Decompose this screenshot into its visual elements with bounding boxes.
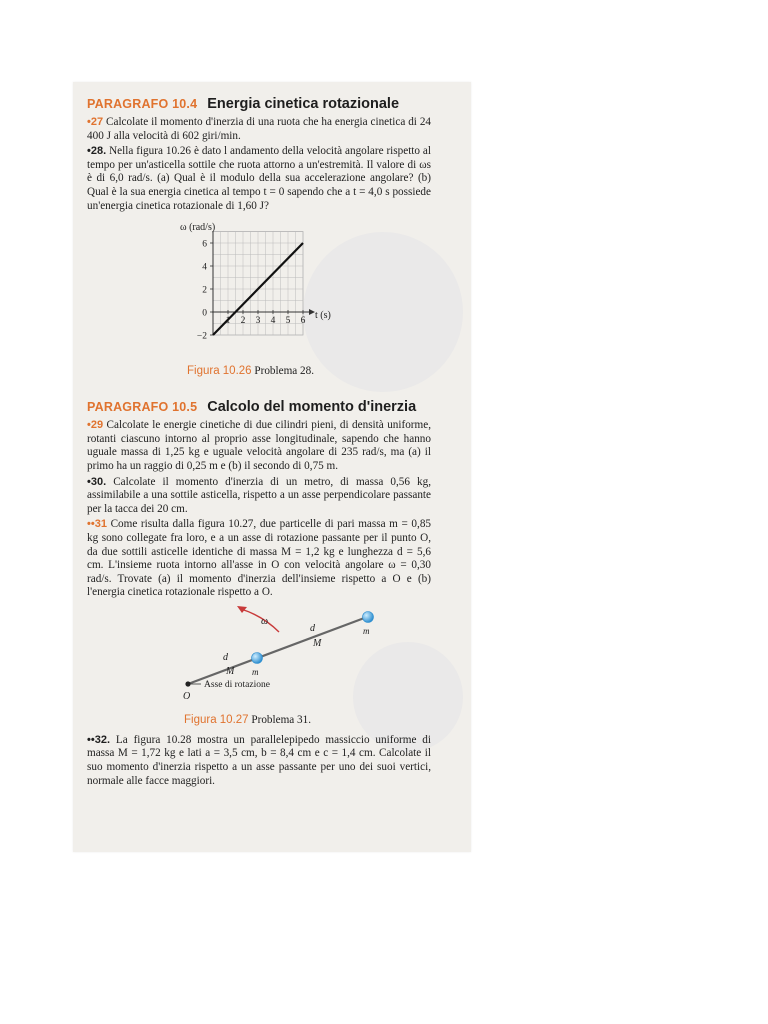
- caption-text: Problema 28.: [254, 365, 315, 378]
- y-tick-label: 0: [202, 308, 207, 319]
- figure-caption: [184, 714, 311, 726]
- rotation-arrowhead: [237, 606, 247, 613]
- problem-number: •29: [87, 419, 104, 432]
- rotation-axis-label: Asse di rotazione: [204, 679, 270, 690]
- rotating-rods-diagram: [87, 604, 431, 716]
- figure-label: Figura 10.26: [187, 365, 252, 378]
- origin-label: O: [183, 690, 191, 702]
- y-tick-label: 4: [202, 262, 207, 273]
- problem-28: [87, 145, 431, 213]
- particle-inner: [252, 652, 263, 663]
- x-tick-label: 6: [300, 316, 306, 327]
- problem-text: Calcolate il momento d'inerzia di una ruota che ha energia cinetica di 24 400 J alla velocità di 602 giri/min.: [87, 116, 432, 142]
- problem-32: [87, 734, 431, 788]
- problem-text: Come risulta dalla figura 10.27, due particelle di pari massa m = 0,85 kg sono collegate fra loro, e a un asse di rotazione passante per il punto O, da due sottili asticelle identiche di massa M = 1,2 kg e lunghezza d = 5,6 cm. L'insieme ruota intorno all'asse in O con velocità angolare ω = 0,30 rad/s. Trovate (a) il momento d'inerzia dell'insieme rispetto a O e (b) l'energia cinetica rotazionale rispetto a O.: [87, 518, 432, 599]
- inner-d-label: d: [223, 651, 228, 663]
- section-title: Calcolo del momento d'inerzia: [207, 399, 417, 416]
- problem-text: Calcolate il momento d'inerzia di un metro, di massa 0,56 kg, assimilabile a una sottile asticella, rispetto a un asse perpendicolare passante per la tacca dei 20 cm.: [87, 475, 431, 515]
- figure-10-26: [87, 219, 431, 391]
- problem-31: [87, 518, 431, 600]
- x-tick-label: 5: [285, 316, 291, 327]
- x-tick-label: 2: [240, 316, 246, 327]
- figure-label: Figura 10.27: [184, 713, 249, 726]
- x-axis-label: t (s): [315, 310, 331, 322]
- problem-text: La figura 10.28 mostra un parallelepipedo massiccio uniforme di massa M = 1,72 kg e lati a = 3,5 cm, b = 8,4 cm e c = 1,4 cm. Calcolate il suo momento d'inerzia rispetto a un asse passante per uno dei suoi vertici, normale alle facce maggiori.: [87, 733, 432, 787]
- rotation-arrow: [241, 609, 279, 632]
- rod-system: [188, 617, 367, 684]
- y-tick-label: −2: [196, 331, 207, 342]
- pivot-point: [185, 681, 190, 686]
- problem-text: Calcolate le energie cinetiche di due cilindri pieni, di densità uniforme, rotanti ciascuno intorno al proprio asse longitudinale, sapendo che hanno uguale massa di 1,25 kg e uguale velocità angolare di 235 rad/s, ma (a) il primo ha un raggio di 0,25 m e (b) il secondo di 0,75 m.: [87, 419, 431, 472]
- x-tick-label: 4: [270, 316, 276, 327]
- omega-time-chart: [87, 219, 431, 369]
- scanned-page: [73, 82, 471, 852]
- outer-M-label: M: [313, 637, 322, 649]
- particle-outer: [363, 611, 374, 622]
- section-heading-10-5: [87, 399, 431, 415]
- problem-29: [87, 419, 431, 473]
- figure-caption: [187, 365, 314, 377]
- x-tick-label: 3: [255, 316, 261, 327]
- section-title: Energia cinetica rotazionale: [207, 96, 400, 112]
- inner-M-label: M: [226, 665, 235, 677]
- problem-text: Nella figura 10.26 è dato l andamento della velocità angolare rispetto al tempo per un'asticella sottile che ruota attorno a un'estremità. Il valore di ωs è di 6,0 rad/s. (a) Qual è il modulo della sua accelerazione angolare? (b) Qual è la sua energia cinetica al tempo t = 0 sapendo che a t = 4,0 s possiede un'energia cinetica rotazionale di 1,60 J?: [87, 145, 431, 212]
- caption-text: Problema 31.: [251, 713, 312, 726]
- problem-number: •30.: [87, 475, 107, 488]
- section-label: PARAGRAFO 10.4: [87, 97, 198, 111]
- page-content: [87, 96, 431, 790]
- problem-number: ••31: [87, 518, 107, 531]
- section-label: PARAGRAFO 10.5: [87, 400, 198, 415]
- outer-d-label: d: [310, 622, 315, 634]
- problem-27: [87, 116, 431, 143]
- section-heading-10-4: [87, 96, 431, 112]
- omega-label: ω: [261, 615, 269, 627]
- problem-number: •27: [87, 116, 104, 128]
- y-tick-label: 2: [202, 285, 207, 296]
- y-axis-label: ω (rad/s): [180, 222, 216, 234]
- problem-30: [87, 476, 431, 517]
- outer-m-label: m: [363, 625, 370, 636]
- problem-number: ••32.: [87, 733, 110, 746]
- problem-number: •28.: [87, 145, 107, 158]
- x-tick-label: 1: [225, 316, 231, 327]
- figure-10-27: [87, 604, 431, 734]
- y-tick-label: 6: [202, 239, 207, 250]
- inner-m-label: m: [252, 666, 259, 677]
